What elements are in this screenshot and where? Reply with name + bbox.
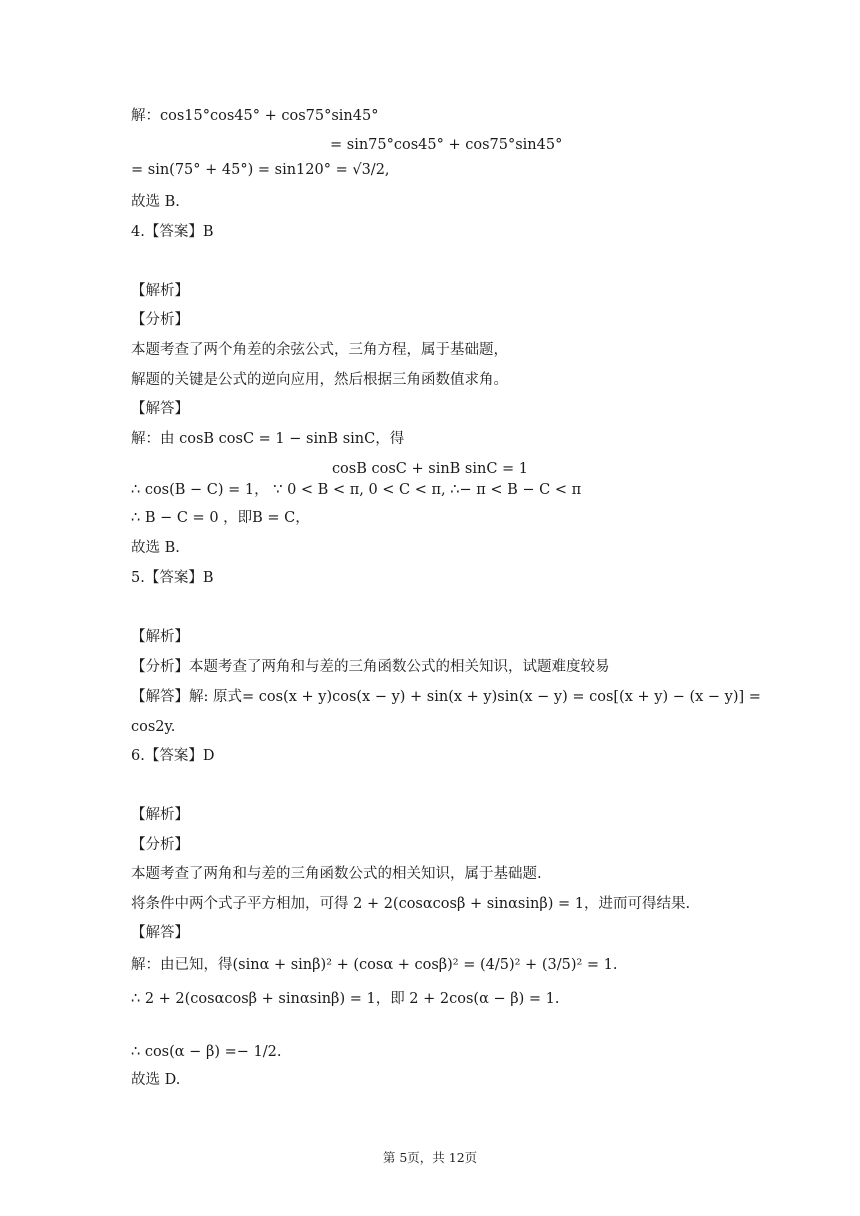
solution-line: 解：cos15°cos45° + cos75°sin45° [131,108,379,124]
solution-line: 【解答】解: 原式= cos(x + y)cos(x − y) + sin(x + y)sin(x − y) = cos[(x + y) − (x − y)] = [131,689,761,705]
section-label: 【解答】 [131,401,189,417]
solution-line: 故选 B. [131,194,180,210]
solution-line: ∴ B − C = 0 ，即B = C， [131,510,310,526]
analysis-text: 解题的关键是公式的逆向应用，然后根据三角函数值求角。 [131,372,508,388]
solution-line: = sin75°cos45° + cos75°sin45° [330,137,563,153]
analysis-text: 本题考查了两角和与差的三角函数公式的相关知识，属于基础题. [131,866,542,882]
page-footer: 第 5页，共 12页 [382,1150,478,1165]
solution-line: cos2y. [131,719,176,735]
solution-line: 故选 B. [131,540,180,556]
solution-line: = sin(75° + 45°) = sin120° = √3/2, [131,162,390,178]
analysis-text: 本题考查了两个角差的余弦公式，三角方程，属于基础题， [131,342,508,358]
solution-line: 解：由已知，得(sinα + sinβ)² + (cosα + cosβ)² = (4/5)² + (3/5)² = 1. [131,957,618,973]
solution-line: ∴ cos(α − β) =− 1/2. [131,1044,282,1060]
solution-line: 解：由 cosB cosC = 1 − sinB sinC，得 [131,431,405,447]
analysis-text: 【分析】本题考查了两角和与差的三角函数公式的相关知识，试题难度较易 [131,659,610,675]
section-label: 【解答】 [131,925,189,941]
solution-line: 故选 D. [131,1072,181,1088]
analysis-text: 将条件中两个式子平方相加，可得 2 + 2(cosαcosβ + sinαsinβ) = 1，进而可得结果. [131,896,691,912]
section-label: 【分析】 [131,837,189,853]
answer-heading: 5.【答案】B [131,570,214,586]
section-label: 【解析】 [131,283,189,299]
section-label: 【解析】 [131,807,189,823]
solution-line: ∴ 2 + 2(cosαcosβ + sinαsinβ) = 1，即 2 + 2cos(α − β) = 1. [131,991,560,1007]
solution-equation: cosB cosC + sinB sinC = 1 [331,461,529,477]
answer-heading: 6.【答案】D [131,748,215,764]
section-label: 【分析】 [131,312,189,328]
section-label: 【解析】 [131,629,189,645]
solution-line: ∴ cos(B − C) = 1， ∵ 0 < B < π, 0 < C < π, ∴− π < B − C < π [131,482,582,498]
answer-heading: 4.【答案】B [131,224,214,240]
